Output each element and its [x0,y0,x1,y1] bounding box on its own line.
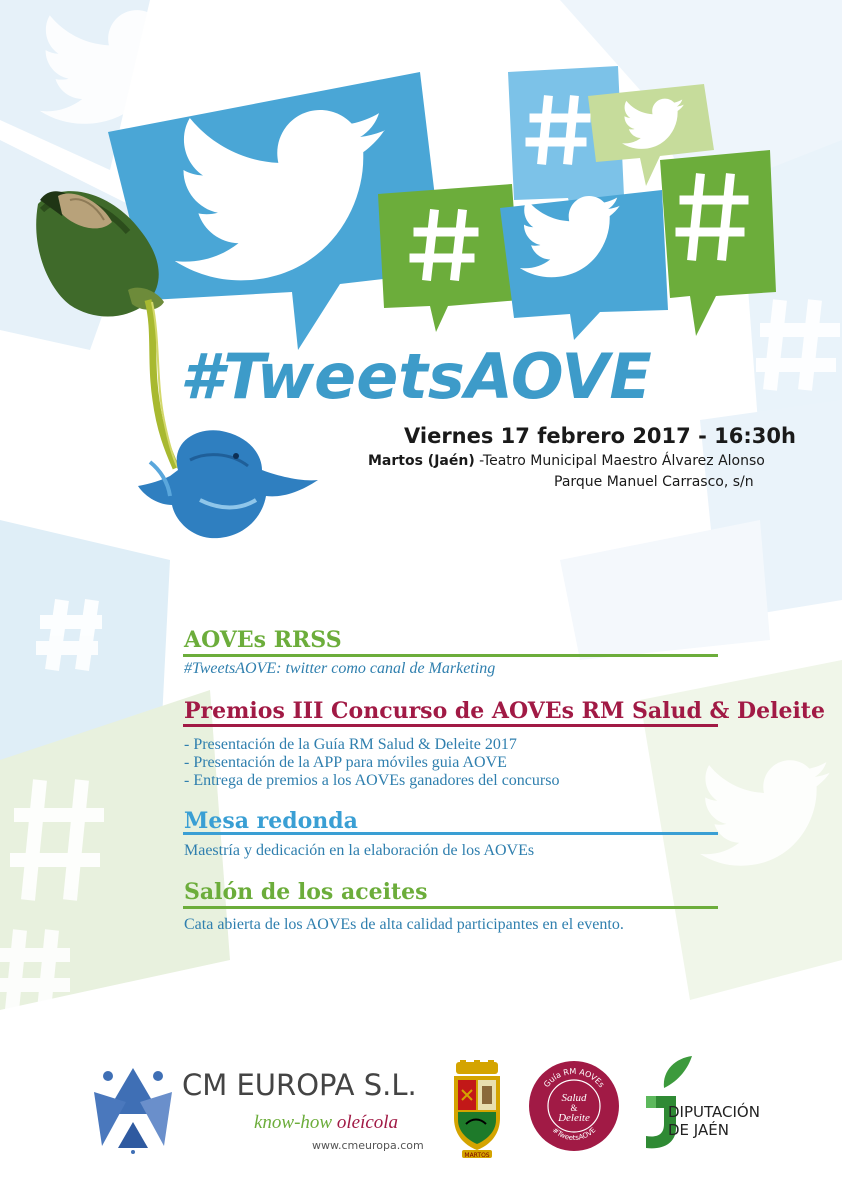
seal-center-deleite: Deleite [558,1112,590,1124]
event-city: Martos (Jaén) [368,453,475,469]
seal-center-amp: & [570,1103,578,1113]
event-address: Parque Manuel Carrasco, s/n [554,474,754,490]
cm-tagline-part2: oleícola [332,1112,399,1133]
event-place [368,453,765,469]
section-heading-mesa-redonda: Mesa redonda [184,808,358,834]
diputacion-line1: DIPUTACIÓN [668,1103,760,1121]
section-heading-salon: Salón de los aceites [184,879,428,905]
section-line: Cata abierta de los AOVEs de alta calidad participantes en el evento. [184,916,624,933]
cm-tagline-part1: know-how [254,1112,333,1133]
seal-ring-top: Guía RM AOVEs [542,1066,607,1090]
section-heading-aoves-rrss: AOVEs RRSS [184,627,342,653]
section-heading-premios: Premios III Concurso de AOVEs RM Salud & Deleite [184,698,825,724]
seal-center-salud: Salud [561,1092,587,1104]
section-line: - Presentación de la Guía RM Salud & Deleite 2017 [184,736,517,753]
martos-label: MARTOS [464,1152,490,1159]
diputacion-line2: DE JAÉN [668,1121,729,1139]
martos-coat-of-arms-icon [450,1060,504,1160]
section-line: - Entrega de premios a los AOVEs ganadores del concurso [184,772,560,789]
event-title: #TweetsAOVE [180,340,652,413]
event-venue: -Teatro Municipal Maestro Álvarez Alonso [474,453,765,469]
seal-ring-bottom: #TweetsAOVE [550,1126,598,1143]
section-line: #TweetsAOVE: twitter como canal de Marketing [184,660,496,677]
section-line: - Presentación de la APP para móviles guia AOVE [184,754,507,771]
salud-deleite-seal-icon [528,1060,620,1152]
event-date: Viernes 17 febrero 2017 - 16:30h [404,424,796,448]
section-line: Maestría y dedicación en la elaboración de los AOVEs [184,842,535,859]
cm-europa-tagline [254,1112,398,1134]
cm-europa-name: CM EUROPA S.L. [182,1068,417,1102]
cm-europa-logo-icon [88,1062,178,1154]
cm-europa-url: www.cmeuropa.com [312,1139,424,1152]
